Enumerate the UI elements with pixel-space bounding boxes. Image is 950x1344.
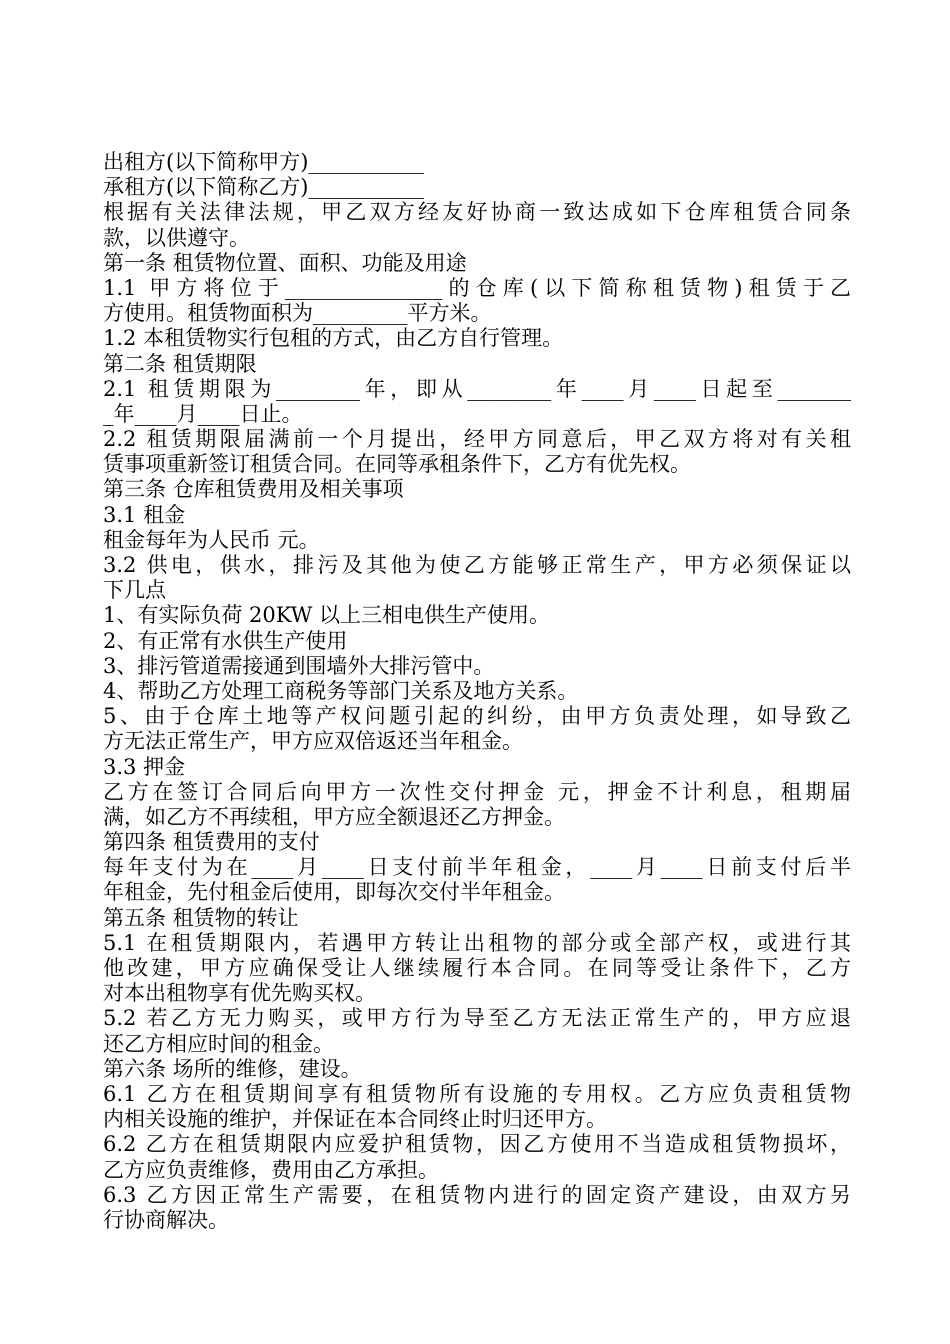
list-item-1: 1、有实际负荷 20KW 以上三相电供生产使用。 [103, 603, 550, 628]
clause-5-1-line-2: 他改建，甲方应确保受让人继续履行本合同。在同等受让条件下，乙方 [103, 956, 851, 980]
article-5-heading: 第五条 租赁物的转让 [103, 905, 299, 930]
list-item-4: 4、帮助乙方处理工商税务等部门关系及地方关系。 [103, 678, 579, 703]
clause-5-1-line-3: 对本出租物享有优先购买权。 [103, 981, 376, 1006]
clause-5-2-line-2: 还乙方相应时间的租金。 [103, 1031, 334, 1056]
clause-3-3-heading: 3.3 押金 [103, 754, 186, 779]
clause-3-3-line-2: 满，如乙方不再续租，甲方应全额退还乙方押金。 [103, 804, 565, 829]
article-4-line-1: 每年支付为在____月____日支付前半年租金，____月____日前支付后半 [103, 855, 851, 880]
lessor-line: 出租方(以下简称甲方)___________ [103, 150, 424, 174]
intro-line-2: 款，以供遵守。 [103, 225, 250, 250]
clause-6-2-line-2: 乙方应负责维修，费用由乙方承担。 [103, 1157, 439, 1182]
clause-6-3-line-2: 行协商解决。 [103, 1207, 229, 1232]
article-2-heading: 第二条 租赁期限 [103, 351, 257, 376]
clause-1-1-line-1: 1.1 甲方将位于_______________的仓库(以下简称租赁物)租赁于乙 [103, 275, 851, 300]
article-3-heading: 第三条 仓库租赁费用及相关事项 [103, 477, 404, 502]
article-4-line-2: 年租金，先付租金后使用，即每次交付半年租金。 [103, 880, 565, 905]
clause-2-2-line-1: 2.2 租赁期限届满前一个月提出，经甲方同意后，甲乙双方将对有关租 [103, 427, 851, 452]
clause-1-2: 1.2 本租赁物实行包租的方式，由乙方自行管理。 [103, 326, 564, 351]
clause-3-2-line-2: 下几点 [103, 578, 166, 603]
list-item-3: 3、排污管道需接通到围墙外大排污管中。 [103, 653, 495, 678]
article-4-heading: 第四条 租赁费用的支付 [103, 830, 320, 855]
clause-2-1-line-2: _年____月____日止。 [103, 401, 303, 426]
clause-5-1-line-1: 5.1 在租赁期限内，若遇甲方转让出租物的部分或全部产权，或进行其 [103, 930, 851, 955]
contract-document [103, 150, 851, 1233]
intro-line-1: 根据有关法律法规，甲乙双方经友好协商一致达成如下仓库租赁合同条 [103, 200, 851, 225]
article-1-heading: 第一条 租赁物位置、面积、功能及用途 [103, 250, 467, 275]
clause-1-1-line-2: 方使用。租赁物面积为_________平方米。 [103, 301, 492, 326]
clause-6-1-line-1: 6.1 乙方在租赁期间享有租赁物所有设施的专用权。乙方应负责租赁物 [103, 1081, 851, 1106]
list-item-2: 2、有正常有水供生产使用 [103, 628, 348, 653]
list-item-5-line-2: 方无法正常生产，甲方应双倍返还当年租金。 [103, 729, 523, 754]
clause-2-1-line-1: 2.1 租赁期限为________年，即从________年____月____日起至_______ [103, 376, 851, 401]
clause-6-1-line-2: 内相关设施的维护，并保证在本合同终止时归还甲方。 [103, 1107, 607, 1132]
clause-3-3-line-1: 乙方在签订合同后向甲方一次性交付押金 元，押金不计利息，租期届 [103, 779, 851, 804]
clause-2-2-line-2: 赁事项重新签订租赁合同。在同等承租条件下，乙方有优先权。 [103, 452, 691, 477]
article-6-heading: 第六条 场所的维修，建设。 [103, 1056, 362, 1081]
list-item-5-line-1: 5、由于仓库土地等产权问题引起的纠纷，由甲方负责处理，如导致乙 [103, 704, 851, 729]
clause-3-1-heading: 3.1 租金 [103, 502, 186, 527]
clause-6-3-line-1: 6.3 乙方因正常生产需要，在租赁物内进行的固定资产建设，由双方另 [103, 1182, 851, 1207]
clause-3-2-line-1: 3.2 供电，供水，排污及其他为使乙方能够正常生产，甲方必须保证以 [103, 553, 851, 577]
lessee-line: 承租方(以下简称乙方)___________ [103, 175, 424, 200]
clause-5-2-line-1: 5.2 若乙方无力购买，或甲方行为导至乙方无法正常生产的，甲方应退 [103, 1006, 851, 1031]
clause-3-1-text: 租金每年为人民币 元。 [103, 527, 320, 552]
clause-6-2-line-1: 6.2 乙方在租赁期限内应爱护租赁物，因乙方使用不当造成租赁物损坏， [103, 1132, 851, 1157]
